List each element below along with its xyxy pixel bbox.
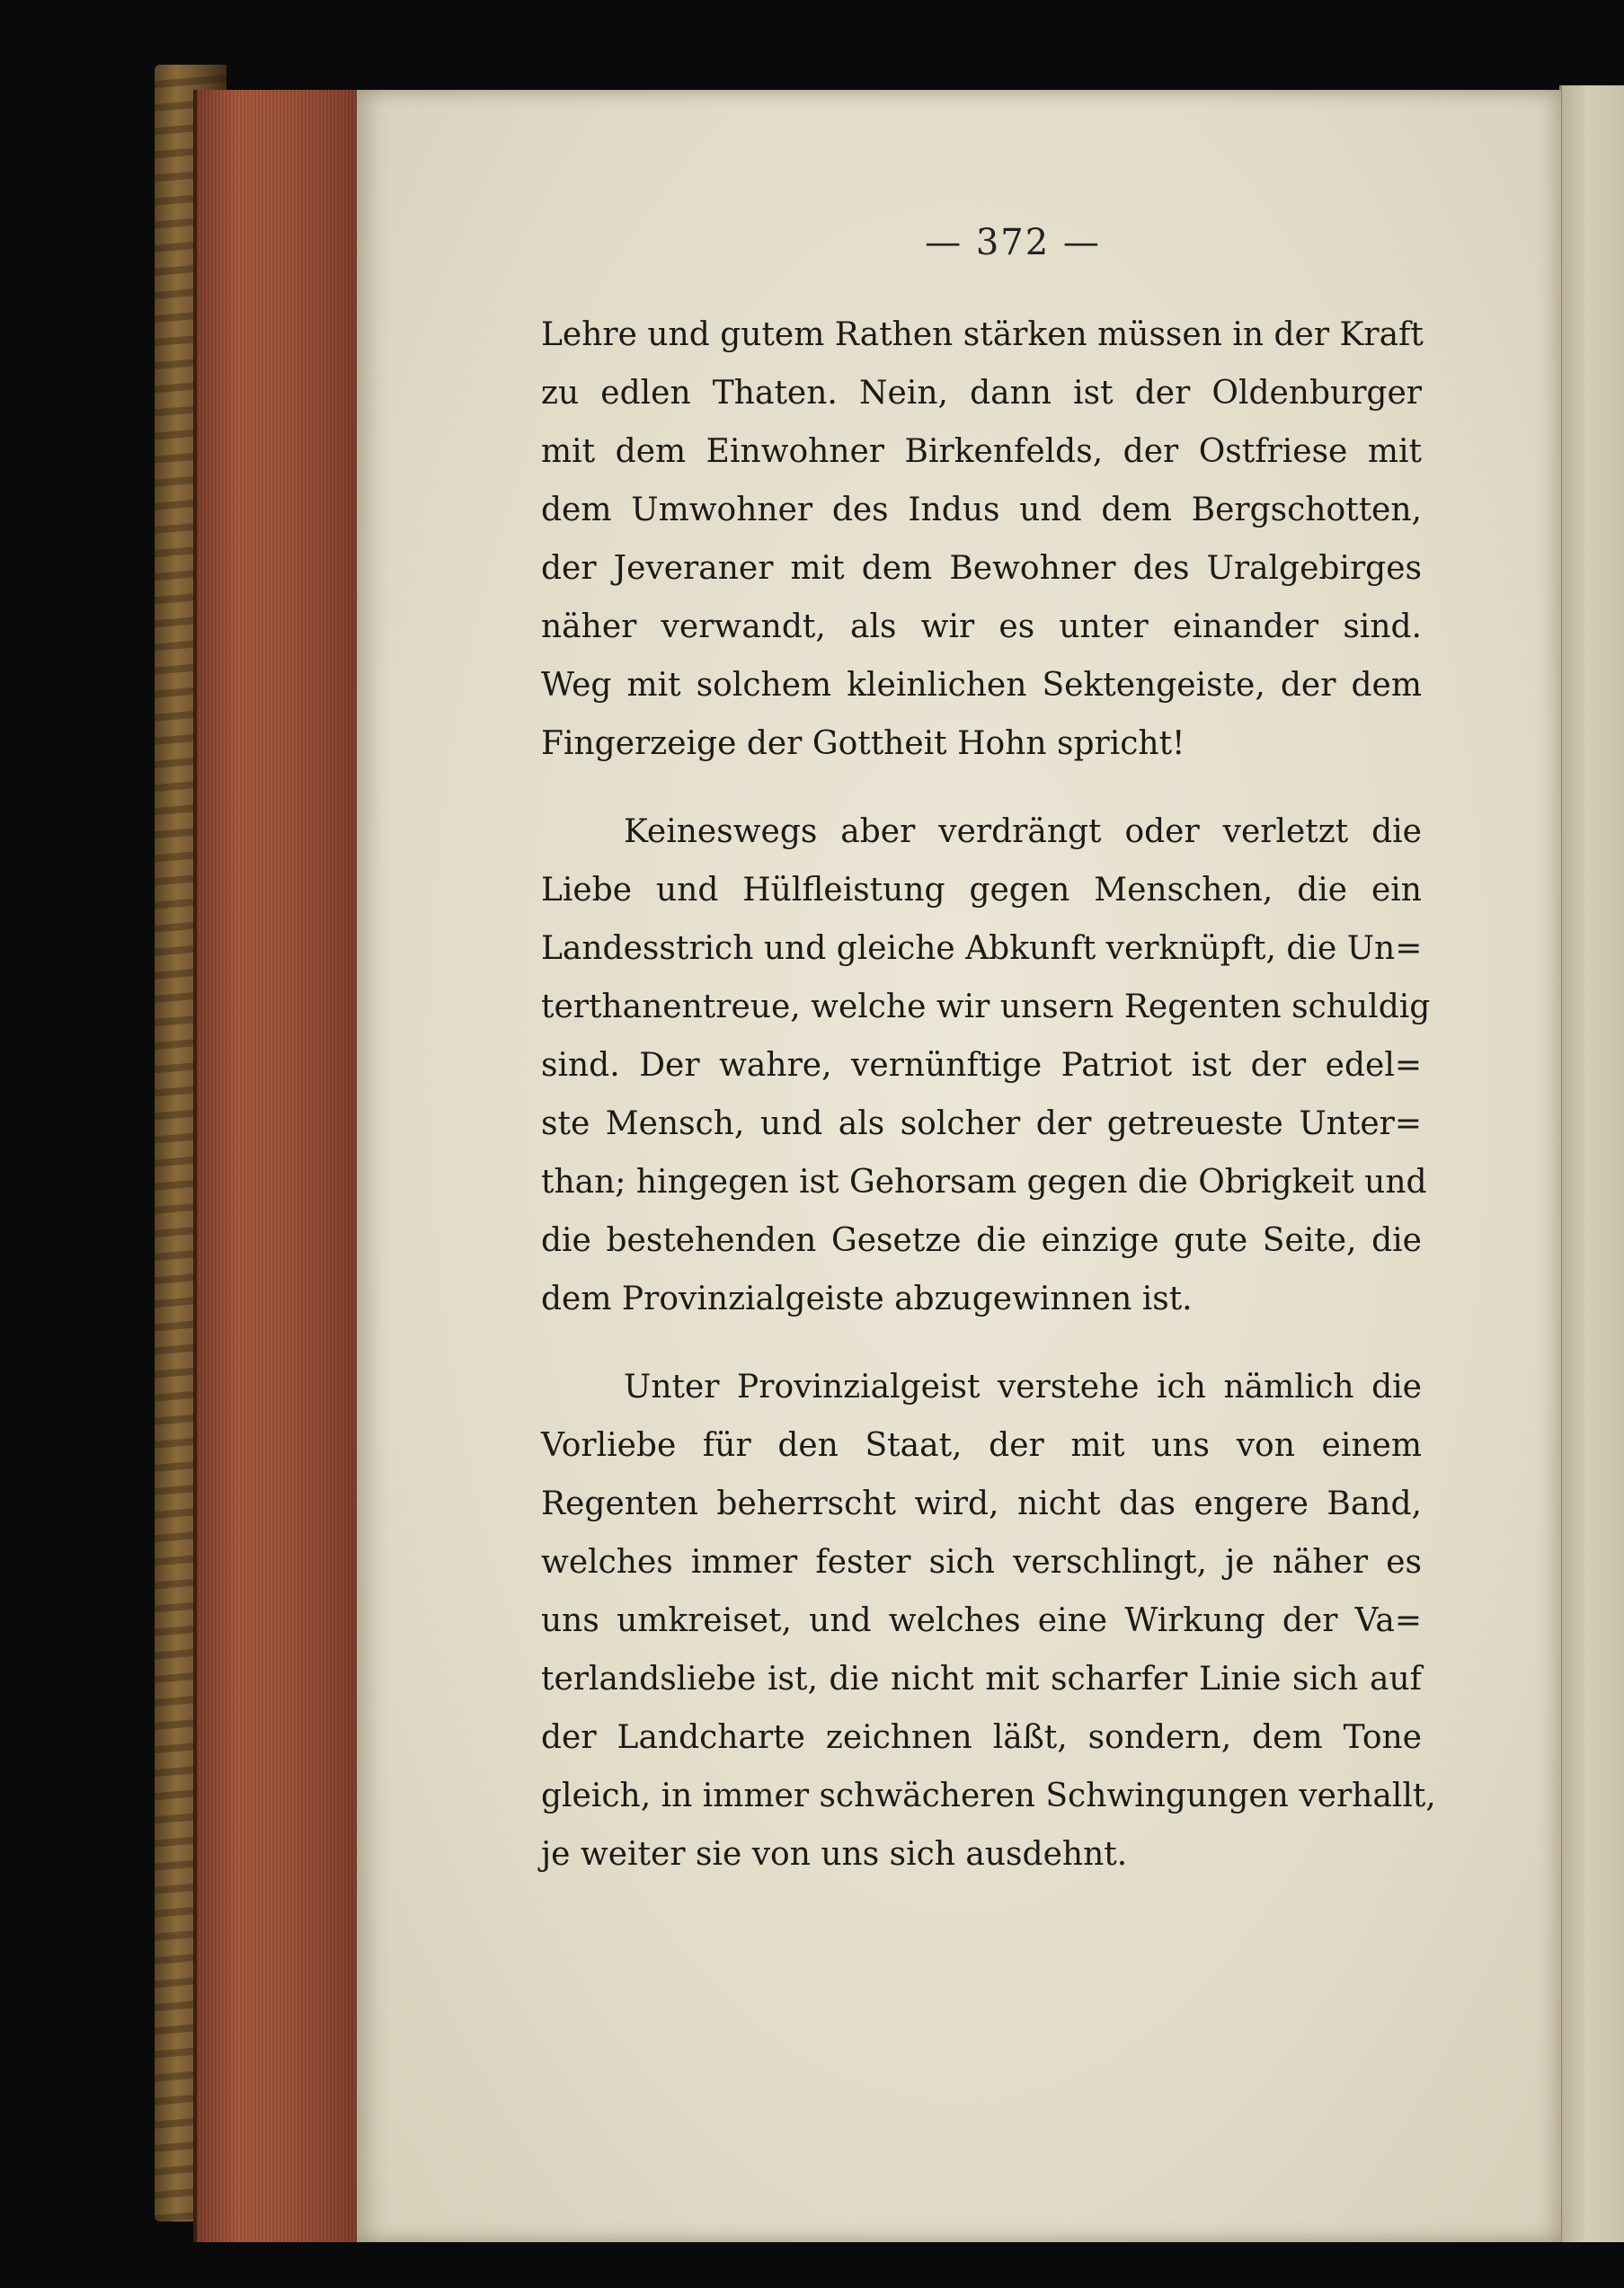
text-line: Weg mit solchem kleinlichen Sektengeiste, der dem: [541, 667, 1422, 704]
page-number: — 372 —: [925, 222, 1101, 263]
text-line: terthanentreue, welche wir unsern Regenten schuldig: [541, 989, 1431, 1025]
text-line: dem Provinzialgeiste abzugewinnen ist.: [541, 1281, 1193, 1317]
text-line: sind. Der wahre, vernünftige Patriot ist der edel=: [541, 1047, 1422, 1084]
text-line: ste Mensch, und als solcher der getreueste Unter=: [541, 1105, 1422, 1142]
text-line: der Landcharte zeichnen läßt, sondern, dem Tone: [541, 1719, 1422, 1756]
text-line: dem Umwohner des Indus und dem Bergschotten,: [541, 492, 1422, 528]
paragraph-3: [541, 1358, 1436, 1884]
text-line: than; hingegen ist Gehorsam gegen die Obrigkeit und: [541, 1164, 1427, 1201]
text-line: uns umkreiset, und welches eine Wirkung der Va=: [541, 1602, 1422, 1639]
text-line: Regenten beherrscht wird, nicht das engere Band,: [541, 1485, 1422, 1522]
text-line: Landesstrich und gleiche Abkunft verknüpft, die Un=: [541, 930, 1423, 967]
facing-page-edge: [1559, 85, 1624, 2242]
text-line: Keineswegs aber verdrängt oder verletzt die: [624, 813, 1422, 850]
page-text: [541, 306, 1436, 1884]
text-line: gleich, in immer schwächeren Schwingungen verhallt,: [541, 1778, 1436, 1814]
text-line: Liebe und Hülfleistung gegen Menschen, die ein: [541, 872, 1422, 909]
text-line: je weiter sie von uns sich ausdehnt.: [541, 1836, 1128, 1873]
paragraph-2: [541, 803, 1431, 1328]
text-line: zu edlen Thaten. Nein, dann ist der Oldenburger: [541, 375, 1422, 412]
text-line: Vorliebe für den Staat, der mit uns von einem: [541, 1427, 1422, 1464]
text-line: mit dem Einwohner Birkenfelds, der Ostfriese mit: [541, 433, 1422, 470]
text-line: terlandsliebe ist, die nicht mit scharfer Linie sich auf: [541, 1661, 1422, 1698]
text-line: der Jeveraner mit dem Bewohner des Uralgebirges: [541, 550, 1422, 587]
text-line: welches immer fester sich verschlingt, je näher es: [541, 1544, 1422, 1581]
text-line: näher verwandt, als wir es unter einander sind.: [541, 608, 1422, 645]
book-page: [357, 90, 1561, 2242]
text-line: Lehre und gutem Rathen stärken müssen in der Kraft: [541, 316, 1424, 353]
paragraph-1: [541, 306, 1422, 773]
text-line: die bestehenden Gesetze die einzige gute Seite, die: [541, 1222, 1422, 1259]
page-edges: [193, 90, 360, 2242]
text-line: Unter Provinzialgeist verstehe ich nämlich die: [624, 1369, 1422, 1406]
text-line: Fingerzeige der Gottheit Hohn spricht!: [541, 725, 1185, 762]
